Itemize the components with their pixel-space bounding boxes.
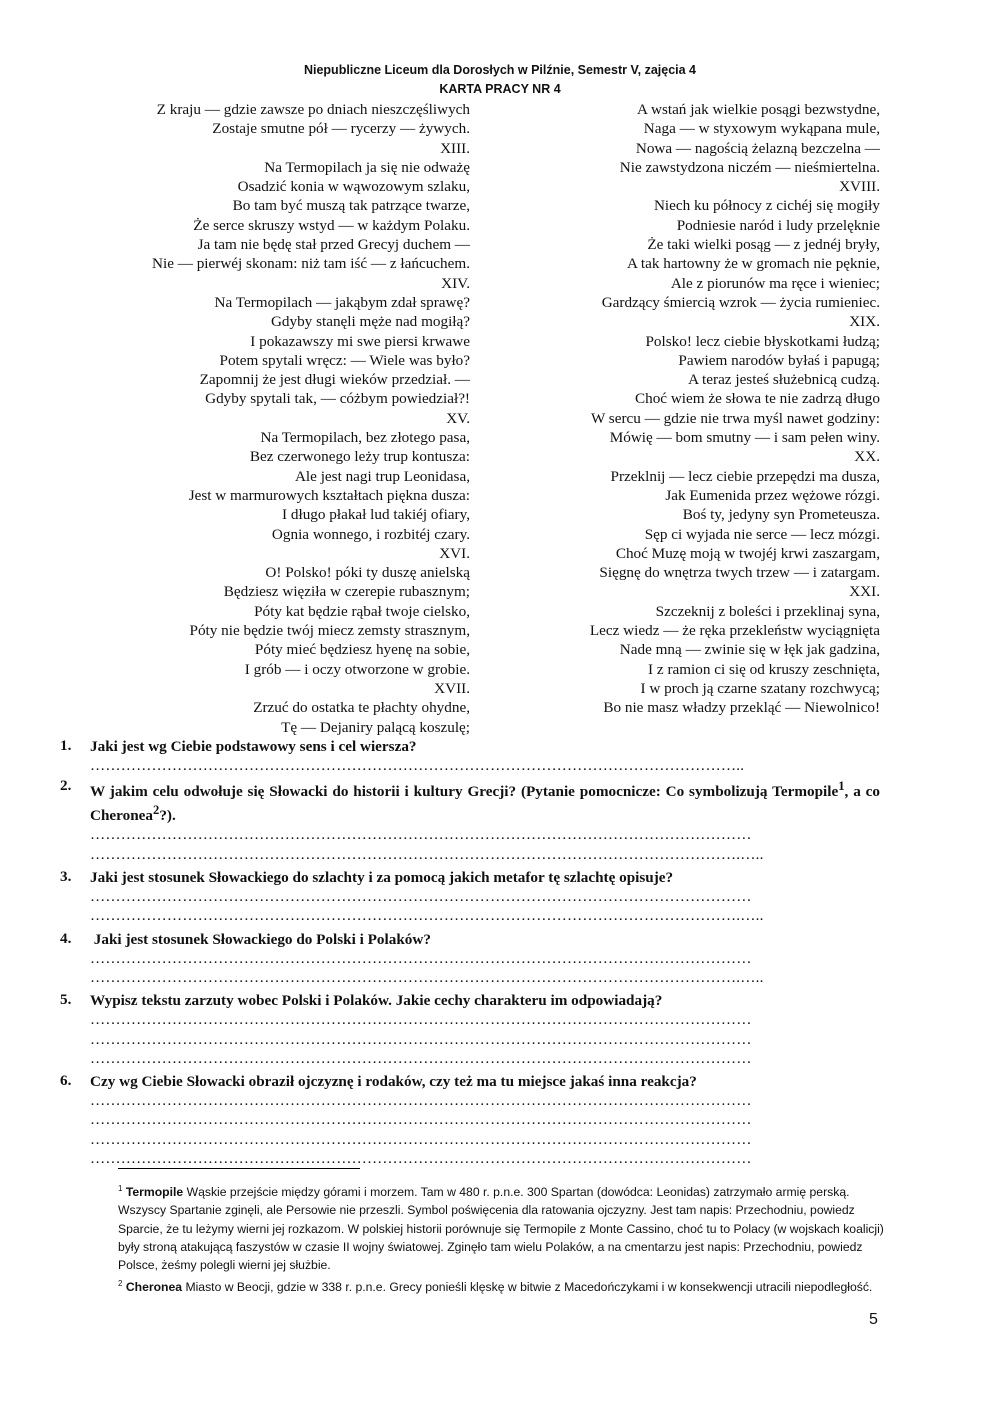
poem-line: Osadzić konia w wąwozowym szlaku, [237, 178, 470, 196]
poem-line: Pawiem narodów byłaś i papugą; [678, 351, 880, 369]
poem-line: Boś ty, jedyny syn Prometeusza. [682, 506, 880, 524]
footnote-text: Wąskie przejście między górami i morzem. Tam w 480 r. p.n.e. 300 Spartan (dowódca: Leonidas) zatrzymało armię perską. Wszyscy Spartanie zginęli, ale Persowie nie przeszli. Symbol poświęcenia dla ratowania ojczyzny. Jest tam napis: Przechodniu, powiedz Sparcie, że tu leżymy wierni jej rozkazom. W polskiej historii porównuje się Termopile z Monte Cassino, choć tu to Polacy (w wojskach koalicji) były stroną atakującą faszystów w czasie II wojny światowej. Zginęło tam wielu Polaków, a na cmentarzu jest napis: Przechodniu, powiedz Polsce, żeśmy polegli wierni jej służbie. [118, 1185, 884, 1273]
poem-line: I z ramion ci się od kruszy zeschnięta, [648, 660, 880, 678]
poem-line: Bo tam być muszą tak patrzące twarze, [232, 197, 470, 215]
question-1 [60, 737, 880, 775]
answer-line[interactable]: ………………………………………………………………………………………………………………… [90, 1011, 752, 1029]
question-text: Czy wg Ciebie Słowacki obraził ojczyznę i rodaków, czy też ma tu miejsce jakaś inna reakcja? [90, 1073, 697, 1091]
footnote-term: Cheronea [125, 1279, 183, 1294]
question-5 [60, 991, 880, 1068]
poem-line: Ognia wonnego, i rozbitéj czary. [271, 525, 470, 543]
footnotes [118, 1180, 888, 1296]
poem-line: Gardzący śmiercią wzrok — życia rumieniec. [601, 293, 880, 311]
answer-line[interactable]: ………………………………………………………………………………………………………………… [90, 1149, 752, 1167]
poem-line: XXI. [849, 583, 880, 601]
answer-line[interactable]: ……………………………………………………………………………………………………………….….. [90, 845, 764, 863]
poem-right-column [590, 100, 880, 718]
poem-line: Nie zawstydzona niczém — nieśmiertelna. [619, 158, 880, 176]
question-text: Jaki jest stosunek Słowackiego do Polski i Polaków? [90, 930, 431, 948]
answer-line[interactable]: ………………………………………………………………………………………………………………… [90, 826, 752, 844]
poem-left-column [152, 100, 470, 737]
footnote-number: 2 [118, 1278, 123, 1288]
footnote-number: 1 [118, 1184, 123, 1193]
answer-line[interactable]: ………………………………………………………………………………………………………………… [90, 1092, 752, 1110]
answer-line[interactable]: ………………………………………………………………………………………………………………… [90, 1030, 752, 1048]
poem-line: Choć wiem że słowa te nie zadrzą długo [634, 390, 880, 408]
answer-line[interactable]: ………………………………………………………………………………………………………………… [90, 1130, 752, 1148]
poem-line: Polsko! lecz ciebie błyskotkami łudzą; [645, 332, 880, 350]
question-number: 6. [60, 1072, 72, 1090]
question-text-part: ?). [159, 807, 176, 825]
poem-line: Sęp ci wyjada nie serce — lecz mózgi. [644, 525, 880, 543]
poem-line: Ale jest nagi trup Leonidasa, [294, 467, 470, 485]
poem-line: Że serce skruszy wstyd — w każdym Polaku. [193, 216, 470, 234]
answer-line[interactable]: ………………………………………………………………………………………………………………… [90, 1049, 752, 1067]
poem-line: Szczeknij z boleści i przeklinaj syna, [655, 602, 880, 620]
poem-line: XIV. [441, 274, 470, 292]
question-text [90, 777, 880, 825]
poem-line: A wstań jak wielkie posągi bezwstydne, [637, 101, 880, 118]
poem-line: Mówię — bom smutny — i sam pełen winy. [609, 429, 880, 447]
answer-line[interactable]: ……………………………………………………………………………………………………………….….. [90, 907, 764, 925]
poem-line: Gdyby spytali tak, — cóżbym powiedział?! [205, 390, 470, 408]
poem-line: Na Termopilach — jakąbym zdał sprawę? [214, 293, 470, 311]
poem-line: Ale z piorunów ma ręce i wieniec; [670, 274, 880, 292]
worksheet-title: KARTA PRACY NR 4 [439, 82, 561, 96]
question-text: Jaki jest wg Ciebie podstawowy sens i cel wiersza? [90, 738, 417, 755]
poem-line: Będziesz więziła w czerepie rubasznym; [223, 583, 470, 601]
poem-line: O! Polsko! póki ty duszę anielską [265, 564, 470, 582]
footnote-term: Termopile [125, 1185, 184, 1200]
poem-line: Na Termopilach ja się nie odważę [264, 158, 470, 176]
poem-line: Że taki wielki posąg — z jednéj bryły, [647, 236, 880, 254]
answer-line[interactable]: ………………………………………………………………………………………………………………… [90, 949, 752, 967]
poem-line: I w proch ją czarne szatany rozchwycą; [640, 679, 880, 697]
answer-line[interactable]: ……………………………………………………………………………………………………………….. [90, 757, 745, 774]
question-number: 3. [60, 868, 72, 886]
poem-line: XIII. [440, 139, 470, 157]
question-number: 2. [60, 777, 72, 795]
poem-line: Naga — w styxowym wykąpana mule, [643, 120, 880, 138]
poem-line: Podniesie naród i ludy przelęknie [676, 216, 880, 234]
question-text-part: W jakim celu odwołuje się Słowacki do historii i kultury Grecji? (Pytanie pomocnicze: Co symbolizują Termopile [90, 783, 839, 801]
poem-line: XVIII. [839, 178, 880, 196]
question-6 [60, 1072, 880, 1168]
poem-line: Zrzuć do ostatka te płachty ohydne, [253, 699, 470, 717]
poem-line: Nie — pierwéj skonam: niż tam iść — z łańcuchem. [152, 255, 470, 273]
question-text: Wypisz tekstu zarzuty wobec Polski i Polaków. Jakie cechy charakteru im odpowiadają? [90, 992, 663, 1010]
poem-line: W sercu — gdzie nie trwa myśl nawet godziny: [590, 409, 880, 427]
poem-line: Sięgnę do wnętrza twych trzew — i zatargam. [599, 564, 880, 582]
answer-line[interactable]: ………………………………………………………………………………………………………………… [90, 888, 752, 906]
poem-line: XX. [854, 448, 880, 466]
poem-line: Na Termopilach, bez złotego pasa, [260, 429, 470, 447]
poem-line: Gdyby stanęli męże nad mogiłą? [270, 313, 470, 331]
questions-section [60, 737, 880, 1168]
poem-line: Nade mną — zwinie się w łęk jak gadzina, [619, 641, 880, 659]
question-4 [60, 930, 880, 988]
poem-line: Zostaje smutne pół — rycerzy — żywych. [212, 120, 470, 138]
footnote-text: Miasto w Beocji, gdzie w 338 r. p.n.e. Grecy ponieśli klęskę w bitwie z Macedończykami i w konsekwencji utracili niepodległość. [182, 1279, 873, 1294]
question-number: 1. [60, 737, 72, 754]
question-3 [60, 868, 880, 926]
page-number: 5 [869, 1311, 878, 1328]
footnote-2 [118, 1275, 888, 1296]
poem-line: Nowa — nagością żelazną bezczelna — [635, 139, 880, 157]
poem-line: Ja tam nie będę stał przed Grecyj duchem — [197, 236, 470, 254]
question-number: 4. [60, 929, 72, 947]
poem-line: Lecz wiedz — że ręka przekleństw wyciągnięta [589, 622, 880, 640]
footnote-ref: 2 [153, 803, 160, 818]
poem-line: Zapomnij że jest długi wieków przedział. — [199, 371, 470, 389]
poem-line: I grób — i oczy otworzone w grobie. [244, 660, 470, 678]
poem-line: Bo nie masz władzy przekląć — Niewolnico! [603, 699, 880, 717]
poem-line: A teraz jesteś służebnicą cudzą. [688, 371, 880, 389]
poem-line: Jak Eumenida przez wężowe rózgi. [665, 486, 880, 504]
poem-line: XIX. [849, 313, 880, 331]
answer-line[interactable]: ………………………………………………………………………………………………………………… [90, 1111, 752, 1129]
poem-line: Póty mieć będziesz hyenę na sobie, [254, 641, 470, 659]
poem-line: XV. [446, 409, 470, 427]
poem-line: A tak hartowny że w gromach nie pęknie, [626, 255, 880, 273]
answer-line[interactable]: ……………………………………………………………………………………………………………….….. [90, 968, 764, 986]
footnote-divider [118, 1168, 360, 1169]
poem-line: Tę — Dejaniry palącą koszulę; [281, 718, 470, 736]
poem-line: XVII. [434, 679, 470, 697]
school-header: Niepubliczne Liceum dla Dorosłych w Pilźnie, Semestr V, zajęcia 4 [303, 63, 697, 77]
poem-line: Bez czerwonego leży trup kontusza: [249, 448, 470, 466]
poem-line: Jest w marmurowych kształtach piękna dusza: [188, 486, 470, 504]
question-text: Jaki jest stosunek Słowackiego do szlachty i za pomocą jakich metafor tę szlachtę opisuje? [90, 869, 674, 887]
question-2 [60, 777, 880, 864]
poem-line: Przeklnij — lecz ciebie przepędzi ma dusza, [610, 467, 880, 485]
poem-line: Niech ku północy z cichéj się mogiły [653, 197, 880, 215]
poem-line: Z kraju — gdzie zawsze po dniach nieszczęśliwych [156, 101, 470, 118]
poem-line: Choć Muzę moją w twojéj krwi zaszargam, [615, 544, 880, 562]
question-text-part: , a co Cheronea [90, 783, 880, 825]
poem-line: I długo płakał lud takiéj ofiary, [282, 506, 470, 524]
poem-line: Póty nie będzie twój miecz zemsty strasznym, [189, 622, 470, 640]
question-number: 5. [60, 991, 72, 1009]
poem-line: I pokazawszy mi swe piersi krwawe [250, 332, 470, 350]
poem-line: Potem spytali wręcz: — Wiele was było? [219, 351, 470, 369]
poem-line: Póty kat będzie rąbał twoje cielsko, [254, 602, 470, 620]
footnote-ref: 1 [838, 779, 845, 794]
poem-line: XVI. [439, 544, 470, 562]
footnote-1 [118, 1180, 888, 1275]
